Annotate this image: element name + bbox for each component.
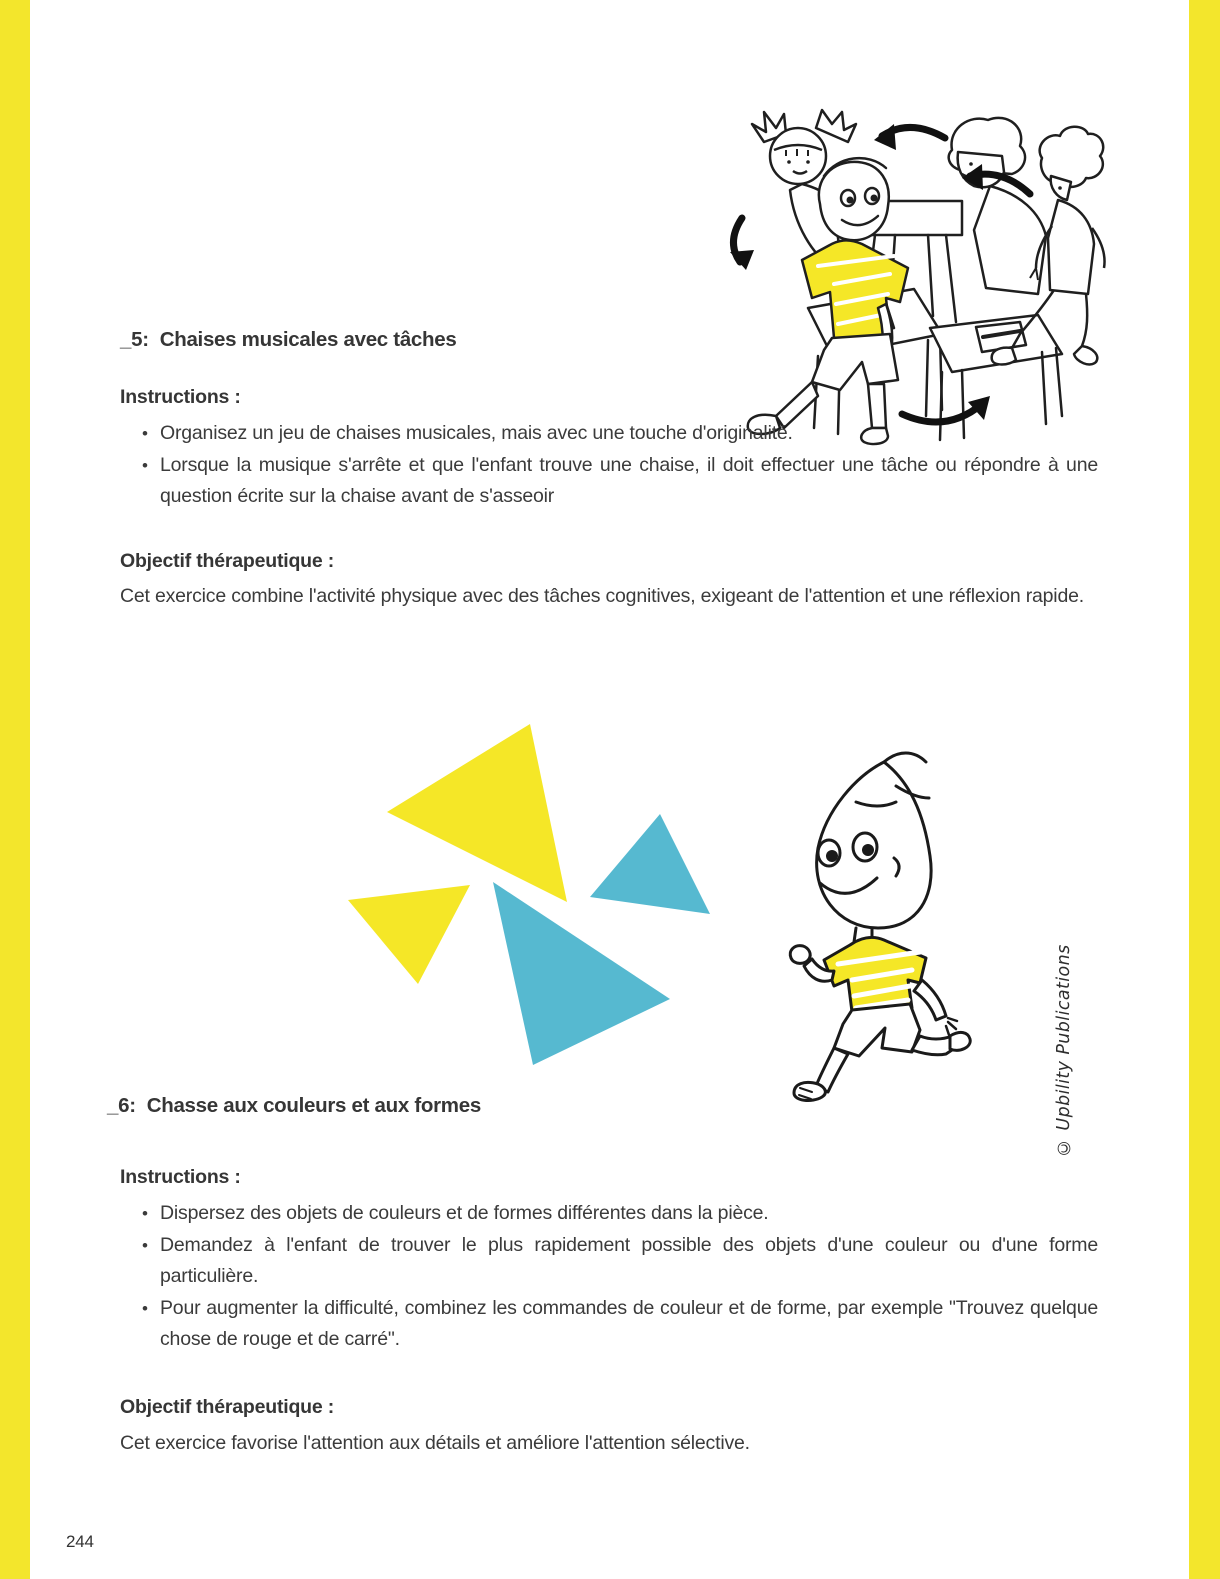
right-yellow-border [1189, 0, 1220, 1579]
section-5-number: _5: [120, 328, 149, 351]
page-number: 244 [66, 1532, 94, 1551]
copyright-text: © Upbility Publications [1054, 944, 1074, 1157]
musical-chairs-illustration [690, 96, 1120, 446]
section-5-objective-label: Objectif thérapeutique : [120, 550, 335, 572]
list-item: • Dispersez des objets de couleurs et de formes différentes dans la pièce. [140, 1198, 1098, 1229]
yellow-triangle-small [348, 885, 470, 984]
list-item: • Lorsque la musique s'arrête et que l'enfant trouve une chaise, il doit effectuer une tâche ou répondre à une question écrite sur la chaise avant de s'asseoir [140, 450, 1098, 512]
section-5-objective-text: Cet exercice combine l'activité physique avec des tâches cognitives, exigeant de l'attention et une réflexion rapide. [120, 585, 1084, 607]
blue-triangle-large [493, 882, 670, 1065]
section-6-number: _6: [107, 1094, 136, 1117]
boy-center-figure [949, 118, 1046, 294]
section-6-title [107, 1094, 481, 1118]
section-5-instructions-list [140, 418, 1098, 513]
section-6-instructions-label: Instructions : [120, 1166, 241, 1188]
running-child-illustration [772, 740, 1072, 1120]
section-6-title-text: Chasse aux couleurs et aux formes [146, 1094, 481, 1117]
section-6-instructions-list [140, 1198, 1098, 1356]
section-5-title [120, 328, 456, 352]
list-item: • Pour augmenter la difficulté, combinez les commandes de couleur et de forme, par exemple "Trouvez quelque chose de rouge et de carré". [140, 1293, 1098, 1355]
section-6-objective-label: Objectif thérapeutique : [120, 1396, 335, 1418]
section-5-title-text: Chaises musicales avec tâches [159, 328, 457, 351]
yellow-triangle-large [387, 724, 567, 902]
list-item: • Organisez un jeu de chaises musicales, mais avec une touche d'originalité. [140, 418, 1098, 449]
section-6-objective-text: Cet exercice favorise l'attention aux détails et améliore l'attention sélective. [120, 1432, 750, 1454]
yellow-shirt-kid-figure [748, 158, 908, 444]
section-5-instructions-label: Instructions : [120, 386, 241, 408]
left-yellow-border [0, 0, 30, 1579]
blue-triangle-small [590, 814, 710, 914]
list-item: • Demandez à l'enfant de trouver le plus rapidement possible des objets d'une couleur ou d'une forme particulière. [140, 1230, 1098, 1292]
pinwheel-triangles-graphic [330, 692, 750, 1092]
